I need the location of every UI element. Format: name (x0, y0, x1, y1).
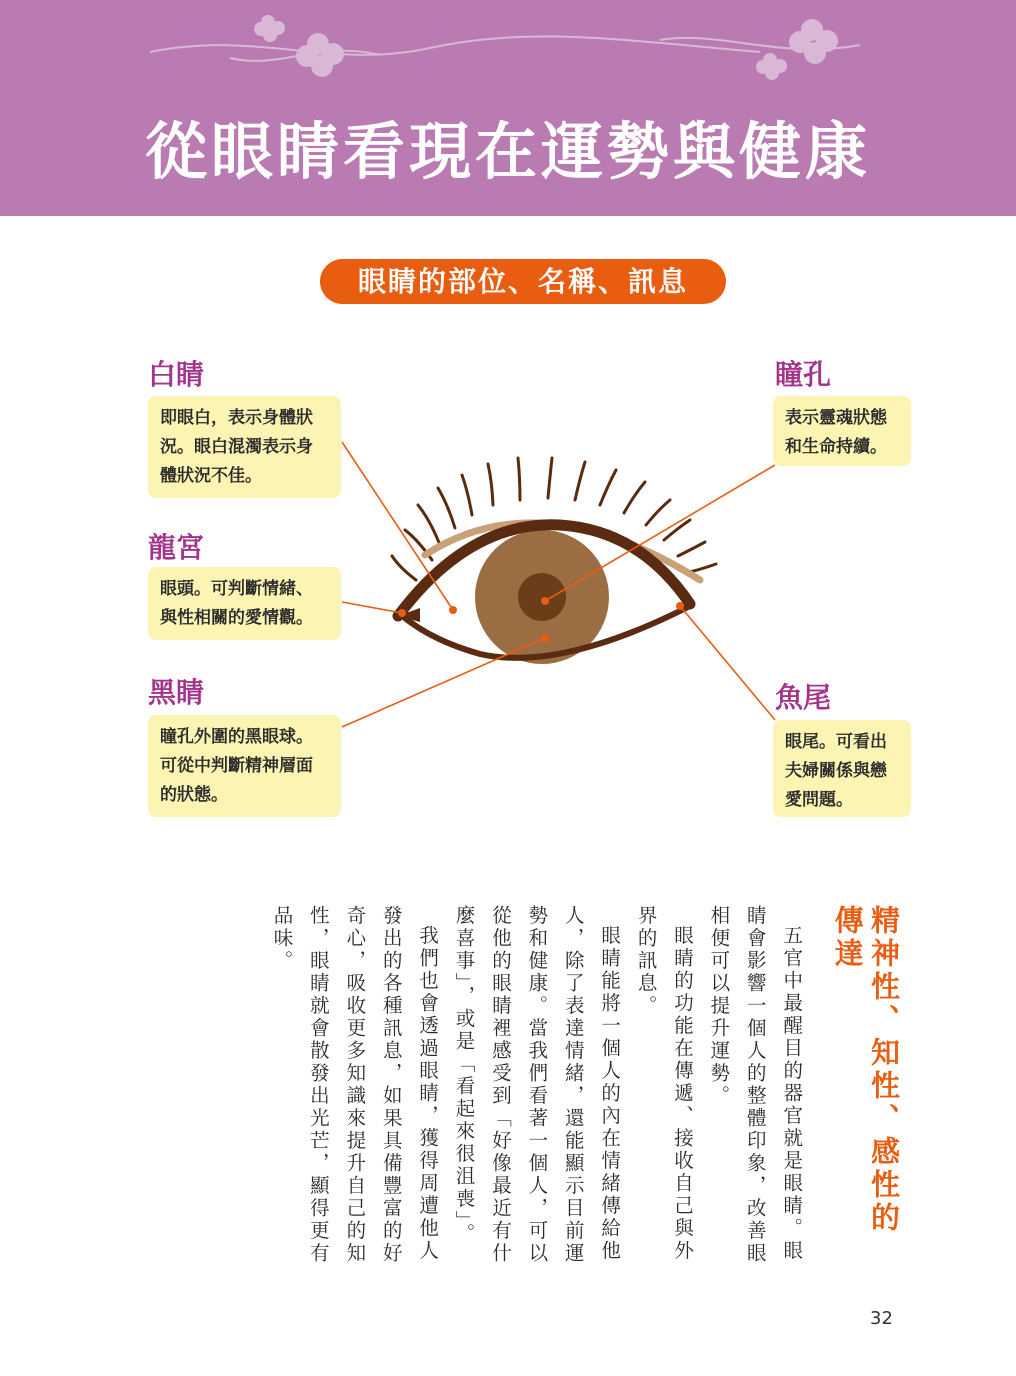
page-title: 從眼睛看現在運勢與健康 (144, 115, 871, 188)
label-pupil-desc: 表示靈魂狀態和生命持續。 (773, 396, 911, 466)
label-inner-corner-title: 龍宮 (148, 531, 205, 564)
pupil-shape (518, 573, 566, 621)
article-paragraph: 五官中最醒目的器官就是眼睛。眼睛會影響一個人的整體印象，改善眼相便可以提升運勢。 (707, 905, 804, 1265)
article-subtitle: 精神性、知性、感性的傳達 (830, 905, 901, 1235)
label-iris-desc: 瞳孔外圍的黑眼球。可從中判斷精神層面的狀態。 (148, 715, 341, 817)
article-paragraph: 眼睛的功能在傳遞、接收自己與外界的訊息。 (634, 905, 694, 1262)
section-label: 眼睛的部位、名稱、訊息 (320, 259, 726, 304)
label-outer-corner-desc: 眼尾。可看出夫婦關係與戀愛問題。 (773, 720, 911, 817)
label-pupil-title: 瞳孔 (775, 358, 832, 391)
page-number: 32 (870, 1308, 893, 1329)
article-paragraph: 我們也會透過眼睛，獲得周遭他人發出的各種訊息，如果具備豐富的好奇心，吸收更多知識來提升自己的知性，眼睛就會散發出光芒，顯得更有品味。 (270, 905, 440, 1265)
article-paragraph: 眼睛能將一個人的內在情緒傳給他人，除了表達情緒，還能顯示目前運勢和健康。當我們看著一個人，可以從他的眼睛裡感受到「好像最近有什麼喜事」，或是「看起來很沮喪」。 (452, 905, 622, 1265)
label-white-desc: 即眼白，表示身體狀況。眼白混濁表示身體狀況不佳。 (148, 396, 341, 498)
label-outer-corner-title: 魚尾 (775, 681, 832, 714)
label-iris-title: 黑睛 (148, 676, 205, 709)
label-inner-corner-desc: 眼頭。可判斷情緒、與性相關的愛情觀。 (148, 567, 341, 640)
label-white-title: 白睛 (148, 358, 205, 391)
article-body (262, 905, 902, 1265)
